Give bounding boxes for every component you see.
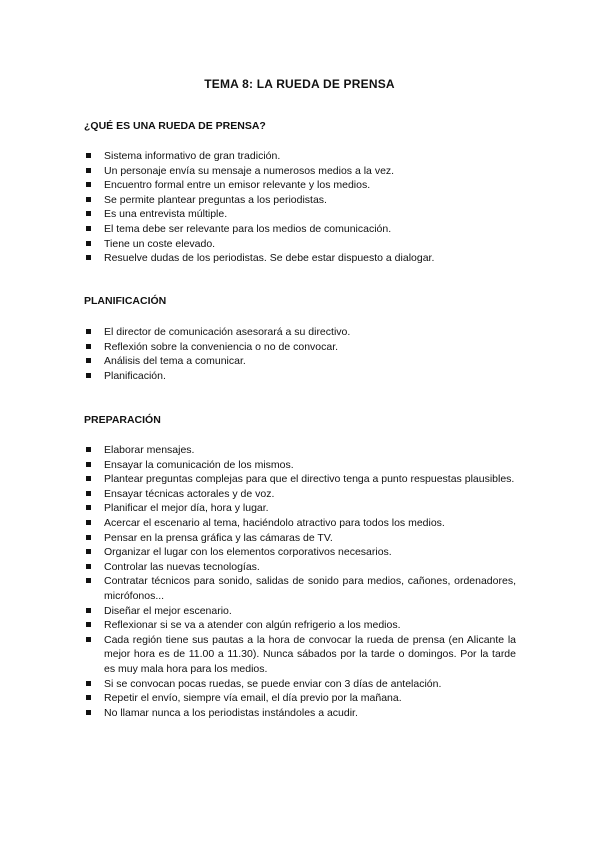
document-title: TEMA 8: LA RUEDA DE PRENSA xyxy=(204,77,395,91)
list-item: Ensayar la comunicación de los mismos. xyxy=(84,458,516,473)
list-item: Resuelve dudas de los periodistas. Se debe estar dispuesto a dialogar. xyxy=(84,251,516,266)
list-item: Es una entrevista múltiple. xyxy=(84,207,516,222)
list-item: Tiene un coste elevado. xyxy=(84,237,516,252)
list-item: Elaborar mensajes. xyxy=(84,443,516,458)
list-item: Sistema informativo de gran tradición. xyxy=(84,149,516,164)
section-heading-preparacion: PREPARACIÓN xyxy=(84,414,161,426)
bullet-list-que-es xyxy=(84,149,516,266)
list-item: El tema debe ser relevante para los medios de comunicación. xyxy=(84,222,516,237)
list-item: Cada región tiene sus pautas a la hora de convocar la rueda de prensa (en Alicante la mejor hora es de 11.00 a 11.30). Nunca sábados por la tarde o domingos. Por la tarde es muy mala hora para los medios. xyxy=(84,633,516,677)
list-item: Análisis del tema a comunicar. xyxy=(84,354,516,369)
bullet-list-preparacion xyxy=(84,443,516,720)
list-item: Planificación. xyxy=(84,369,516,384)
section-heading-que-es: ¿QUÉ ES UNA RUEDA DE PRENSA? xyxy=(84,120,266,132)
section-heading-planificacion: PLANIFICACIÓN xyxy=(84,295,167,307)
list-item: Controlar las nuevas tecnologías. xyxy=(84,560,516,575)
list-item: Contratar técnicos para sonido, salidas de sonido para medios, cañones, ordenadores, micrófonos... xyxy=(84,574,516,603)
list-item: Plantear preguntas complejas para que el directivo tenga a punto respuestas plausibles. xyxy=(84,472,516,487)
list-item: Reflexión sobre la conveniencia o no de convocar. xyxy=(84,340,516,355)
list-item: Se permite plantear preguntas a los periodistas. xyxy=(84,193,516,208)
list-item: No llamar nunca a los periodistas instándoles a acudir. xyxy=(84,706,516,721)
list-item: Planificar el mejor día, hora y lugar. xyxy=(84,501,516,516)
list-item: Pensar en la prensa gráfica y las cámaras de TV. xyxy=(84,531,516,546)
list-item: Diseñar el mejor escenario. xyxy=(84,604,516,619)
list-item: Encuentro formal entre un emisor relevante y los medios. xyxy=(84,178,516,193)
list-item: Reflexionar si se va a atender con algún refrigerio a los medios. xyxy=(84,618,516,633)
list-item: Un personaje envía su mensaje a numerosos medios a la vez. xyxy=(84,164,516,179)
list-item: Ensayar técnicas actorales y de voz. xyxy=(84,487,516,502)
list-item: El director de comunicación asesorará a su directivo. xyxy=(84,325,516,340)
list-item: Acercar el escenario al tema, haciéndolo atractivo para todos los medios. xyxy=(84,516,516,531)
list-item: Organizar el lugar con los elementos corporativos necesarios. xyxy=(84,545,516,560)
list-item: Si se convocan pocas ruedas, se puede enviar con 3 días de antelación. xyxy=(84,677,516,692)
bullet-list-planificacion xyxy=(84,325,516,383)
list-item: Repetir el envío, siempre vía email, el día previo por la mañana. xyxy=(84,691,516,706)
